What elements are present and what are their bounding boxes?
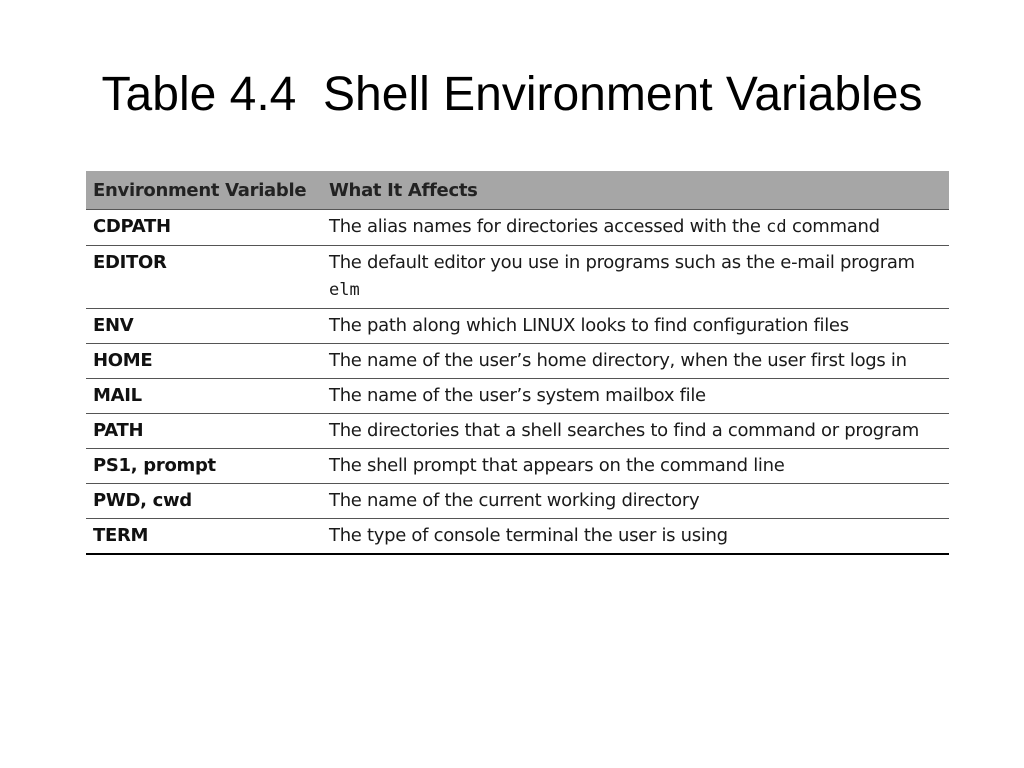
description-code: elm (329, 280, 360, 300)
environment-variables-table (86, 171, 949, 555)
table-header-row (86, 171, 949, 210)
description-text: The default editor you use in programs such as the e-mail program (329, 252, 915, 273)
variable-name: PATH (93, 420, 144, 441)
variable-description: The type of console terminal the user is using (329, 525, 728, 546)
variable-description (322, 210, 949, 246)
table-row (86, 344, 949, 379)
description-code: cd (766, 217, 787, 237)
description-text: The alias names for directories accessed with the (329, 216, 767, 237)
table-row (86, 379, 949, 414)
table-row (86, 449, 949, 484)
variable-description: The name of the user’s home directory, when the user first logs in (329, 350, 907, 371)
table-row (86, 414, 949, 449)
table-row (86, 309, 949, 344)
variable-name: TERM (93, 525, 149, 546)
variable-description (322, 246, 949, 309)
variable-name: PS1, prompt (93, 455, 216, 476)
variable-name: PWD, cwd (93, 490, 192, 511)
variable-description: The name of the current working directory (329, 490, 700, 511)
column-header-variable: Environment Variable (93, 179, 307, 201)
slide-title: Table 4.4 Shell Environment Variables (101, 68, 923, 121)
table-row (86, 246, 949, 309)
table-row (86, 519, 949, 555)
variable-name: CDPATH (93, 216, 171, 237)
column-header-affects: What It Affects (329, 179, 478, 201)
variable-name: ENV (93, 315, 134, 336)
variable-name: HOME (93, 350, 153, 371)
table-row (86, 484, 949, 519)
variable-description: The shell prompt that appears on the command line (329, 455, 785, 476)
variable-description: The directories that a shell searches to find a command or program (329, 420, 919, 441)
variable-description: The path along which LINUX looks to find configuration files (329, 315, 849, 336)
variable-description: The name of the user’s system mailbox file (329, 385, 706, 406)
variable-name: MAIL (93, 385, 142, 406)
variable-name: EDITOR (93, 252, 167, 273)
description-text-after: command (786, 216, 880, 237)
table-row (86, 210, 949, 246)
